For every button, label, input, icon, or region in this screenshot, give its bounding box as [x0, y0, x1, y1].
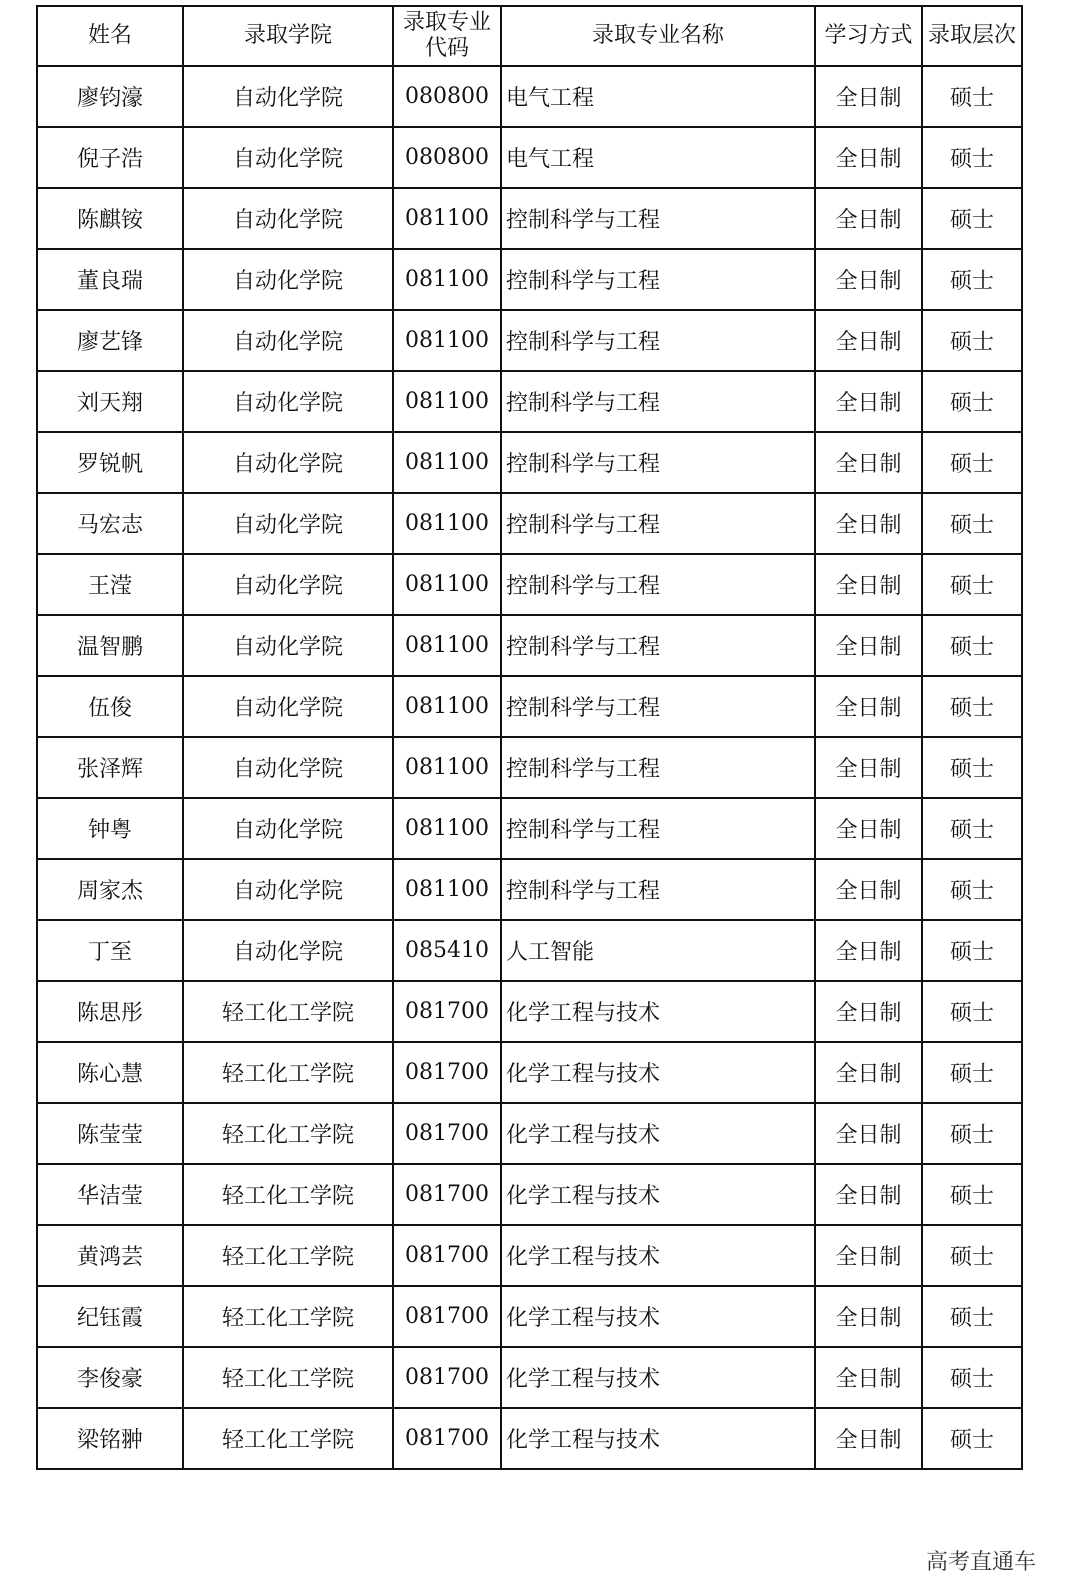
cell-college: 轻工化工学院: [183, 1225, 393, 1286]
cell-major-name: 控制科学与工程: [501, 859, 815, 920]
cell-study-mode: 全日制: [815, 66, 922, 127]
cell-admission-level: 硕士: [922, 1408, 1022, 1469]
cell-name: 钟粤: [37, 798, 183, 859]
cell-study-mode: 全日制: [815, 615, 922, 676]
cell-college: 自动化学院: [183, 432, 393, 493]
cell-admission-level: 硕士: [922, 1164, 1022, 1225]
cell-college: 自动化学院: [183, 737, 393, 798]
cell-college: 轻工化工学院: [183, 1042, 393, 1103]
cell-major-code: 081100: [393, 676, 501, 737]
table-row: [37, 66, 1022, 127]
table-row: [37, 615, 1022, 676]
cell-major-code: 081700: [393, 981, 501, 1042]
header-major-code-line1: 录取专业: [402, 10, 491, 35]
table-row: [37, 554, 1022, 615]
cell-major-name: 控制科学与工程: [501, 554, 815, 615]
table-row: [37, 493, 1022, 554]
header-major-name: 录取专业名称: [501, 6, 815, 66]
header-study-mode: 学习方式: [815, 6, 922, 66]
cell-name: 丁至: [37, 920, 183, 981]
cell-admission-level: 硕士: [922, 676, 1022, 737]
table-row: [37, 1103, 1022, 1164]
cell-major-name: 控制科学与工程: [501, 615, 815, 676]
cell-name: 罗锐帆: [37, 432, 183, 493]
cell-major-name: 控制科学与工程: [501, 798, 815, 859]
cell-name: 王滢: [37, 554, 183, 615]
cell-admission-level: 硕士: [922, 127, 1022, 188]
cell-admission-level: 硕士: [922, 615, 1022, 676]
cell-admission-level: 硕士: [922, 432, 1022, 493]
table-row: [37, 1286, 1022, 1347]
cell-major-code: 081700: [393, 1164, 501, 1225]
cell-study-mode: 全日制: [815, 798, 922, 859]
cell-major-name: 化学工程与技术: [501, 1408, 815, 1469]
cell-admission-level: 硕士: [922, 249, 1022, 310]
admission-table: [36, 5, 1023, 1470]
cell-college: 轻工化工学院: [183, 981, 393, 1042]
cell-major-code: 081100: [393, 371, 501, 432]
cell-admission-level: 硕士: [922, 737, 1022, 798]
cell-major-code: 081100: [393, 432, 501, 493]
cell-name: 张泽辉: [37, 737, 183, 798]
header-major-code: [393, 6, 501, 66]
cell-study-mode: 全日制: [815, 920, 922, 981]
cell-name: 倪子浩: [37, 127, 183, 188]
cell-major-code: 081100: [393, 554, 501, 615]
cell-college: 自动化学院: [183, 249, 393, 310]
cell-admission-level: 硕士: [922, 920, 1022, 981]
cell-major-name: 电气工程: [501, 127, 815, 188]
cell-college: 自动化学院: [183, 493, 393, 554]
cell-major-name: 控制科学与工程: [501, 493, 815, 554]
cell-name: 董良瑞: [37, 249, 183, 310]
cell-major-name: 控制科学与工程: [501, 676, 815, 737]
cell-college: 自动化学院: [183, 371, 393, 432]
table-row: [37, 920, 1022, 981]
cell-study-mode: 全日制: [815, 493, 922, 554]
cell-name: 纪钰霞: [37, 1286, 183, 1347]
cell-study-mode: 全日制: [815, 1408, 922, 1469]
cell-name: 温智鹏: [37, 615, 183, 676]
table-row: [37, 249, 1022, 310]
cell-name: 黄鸿芸: [37, 1225, 183, 1286]
cell-major-name: 电气工程: [501, 66, 815, 127]
cell-major-code: 081100: [393, 188, 501, 249]
cell-major-code: 081100: [393, 493, 501, 554]
cell-major-name: 化学工程与技术: [501, 981, 815, 1042]
cell-study-mode: 全日制: [815, 1164, 922, 1225]
header-row: [37, 6, 1022, 66]
cell-study-mode: 全日制: [815, 859, 922, 920]
table-row: [37, 1408, 1022, 1469]
cell-study-mode: 全日制: [815, 554, 922, 615]
cell-name: 陈莹莹: [37, 1103, 183, 1164]
table-row: [37, 1225, 1022, 1286]
cell-admission-level: 硕士: [922, 371, 1022, 432]
cell-major-name: 化学工程与技术: [501, 1103, 815, 1164]
cell-name: 陈思彤: [37, 981, 183, 1042]
cell-study-mode: 全日制: [815, 1042, 922, 1103]
cell-admission-level: 硕士: [922, 66, 1022, 127]
cell-admission-level: 硕士: [922, 798, 1022, 859]
cell-college: 轻工化工学院: [183, 1408, 393, 1469]
cell-major-name: 化学工程与技术: [501, 1225, 815, 1286]
cell-admission-level: 硕士: [922, 1042, 1022, 1103]
cell-study-mode: 全日制: [815, 127, 922, 188]
cell-name: 李俊豪: [37, 1347, 183, 1408]
cell-major-code: 081700: [393, 1225, 501, 1286]
cell-study-mode: 全日制: [815, 676, 922, 737]
cell-name: 伍俊: [37, 676, 183, 737]
cell-major-code: 081700: [393, 1042, 501, 1103]
cell-major-code: 081700: [393, 1347, 501, 1408]
table-row: [37, 432, 1022, 493]
cell-name: 华洁莹: [37, 1164, 183, 1225]
cell-study-mode: 全日制: [815, 1286, 922, 1347]
cell-name: 马宏志: [37, 493, 183, 554]
header-major-code-line2: 代码: [424, 36, 469, 61]
cell-major-name: 化学工程与技术: [501, 1347, 815, 1408]
cell-major-name: 控制科学与工程: [501, 737, 815, 798]
cell-college: 轻工化工学院: [183, 1164, 393, 1225]
cell-name: 廖艺锋: [37, 310, 183, 371]
cell-study-mode: 全日制: [815, 981, 922, 1042]
cell-major-name: 控制科学与工程: [501, 188, 815, 249]
cell-admission-level: 硕士: [922, 188, 1022, 249]
cell-major-code: 085410: [393, 920, 501, 981]
cell-major-name: 控制科学与工程: [501, 249, 815, 310]
cell-major-name: 化学工程与技术: [501, 1286, 815, 1347]
cell-study-mode: 全日制: [815, 249, 922, 310]
table-row: [37, 310, 1022, 371]
cell-college: 自动化学院: [183, 798, 393, 859]
cell-major-code: 081700: [393, 1286, 501, 1347]
cell-major-code: 081700: [393, 1103, 501, 1164]
cell-college: 自动化学院: [183, 188, 393, 249]
cell-admission-level: 硕士: [922, 981, 1022, 1042]
cell-name: 梁铭翀: [37, 1408, 183, 1469]
cell-college: 自动化学院: [183, 66, 393, 127]
cell-name: 周家杰: [37, 859, 183, 920]
cell-admission-level: 硕士: [922, 1225, 1022, 1286]
header-college: 录取学院: [183, 6, 393, 66]
table-row: [37, 676, 1022, 737]
cell-major-name: 控制科学与工程: [501, 310, 815, 371]
table-row: [37, 798, 1022, 859]
cell-major-code: 081100: [393, 249, 501, 310]
cell-major-name: 控制科学与工程: [501, 371, 815, 432]
cell-major-name: 化学工程与技术: [501, 1164, 815, 1225]
cell-major-code: 081100: [393, 615, 501, 676]
table-row: [37, 1164, 1022, 1225]
table-row: [37, 188, 1022, 249]
cell-admission-level: 硕士: [922, 1347, 1022, 1408]
cell-name: 廖钧濠: [37, 66, 183, 127]
header-name: 姓名: [37, 6, 183, 66]
cell-college: 自动化学院: [183, 615, 393, 676]
cell-college: 轻工化工学院: [183, 1347, 393, 1408]
cell-major-code: 080800: [393, 127, 501, 188]
cell-major-name: 控制科学与工程: [501, 432, 815, 493]
cell-major-code: 080800: [393, 66, 501, 127]
table-body: [37, 66, 1022, 1469]
cell-college: 自动化学院: [183, 554, 393, 615]
cell-study-mode: 全日制: [815, 1347, 922, 1408]
table-row: [37, 981, 1022, 1042]
cell-study-mode: 全日制: [815, 310, 922, 371]
cell-college: 自动化学院: [183, 920, 393, 981]
cell-admission-level: 硕士: [922, 1103, 1022, 1164]
cell-major-name: 人工智能: [501, 920, 815, 981]
cell-study-mode: 全日制: [815, 1225, 922, 1286]
table-row: [37, 127, 1022, 188]
cell-study-mode: 全日制: [815, 371, 922, 432]
table-row: [37, 737, 1022, 798]
header-admission-level: 录取层次: [922, 6, 1022, 66]
cell-major-code: 081100: [393, 859, 501, 920]
cell-major-code: 081100: [393, 737, 501, 798]
cell-college: 自动化学院: [183, 127, 393, 188]
cell-college: 自动化学院: [183, 310, 393, 371]
cell-college: 自动化学院: [183, 859, 393, 920]
cell-admission-level: 硕士: [922, 493, 1022, 554]
cell-study-mode: 全日制: [815, 188, 922, 249]
cell-major-code: 081100: [393, 310, 501, 371]
cell-admission-level: 硕士: [922, 859, 1022, 920]
table-row: [37, 1347, 1022, 1408]
cell-college: 轻工化工学院: [183, 1286, 393, 1347]
cell-major-code: 081100: [393, 798, 501, 859]
cell-major-name: 化学工程与技术: [501, 1042, 815, 1103]
table-row: [37, 859, 1022, 920]
cell-name: 刘天翔: [37, 371, 183, 432]
table-header: [37, 6, 1022, 66]
cell-major-code: 081700: [393, 1408, 501, 1469]
cell-admission-level: 硕士: [922, 310, 1022, 371]
table-row: [37, 371, 1022, 432]
cell-name: 陈麒铵: [37, 188, 183, 249]
cell-name: 陈心慧: [37, 1042, 183, 1103]
cell-admission-level: 硕士: [922, 1286, 1022, 1347]
cell-study-mode: 全日制: [815, 432, 922, 493]
cell-study-mode: 全日制: [815, 737, 922, 798]
cell-study-mode: 全日制: [815, 1103, 922, 1164]
watermark: 高考直通车: [925, 1550, 1036, 1575]
cell-college: 轻工化工学院: [183, 1103, 393, 1164]
table-row: [37, 1042, 1022, 1103]
cell-admission-level: 硕士: [922, 554, 1022, 615]
cell-college: 自动化学院: [183, 676, 393, 737]
